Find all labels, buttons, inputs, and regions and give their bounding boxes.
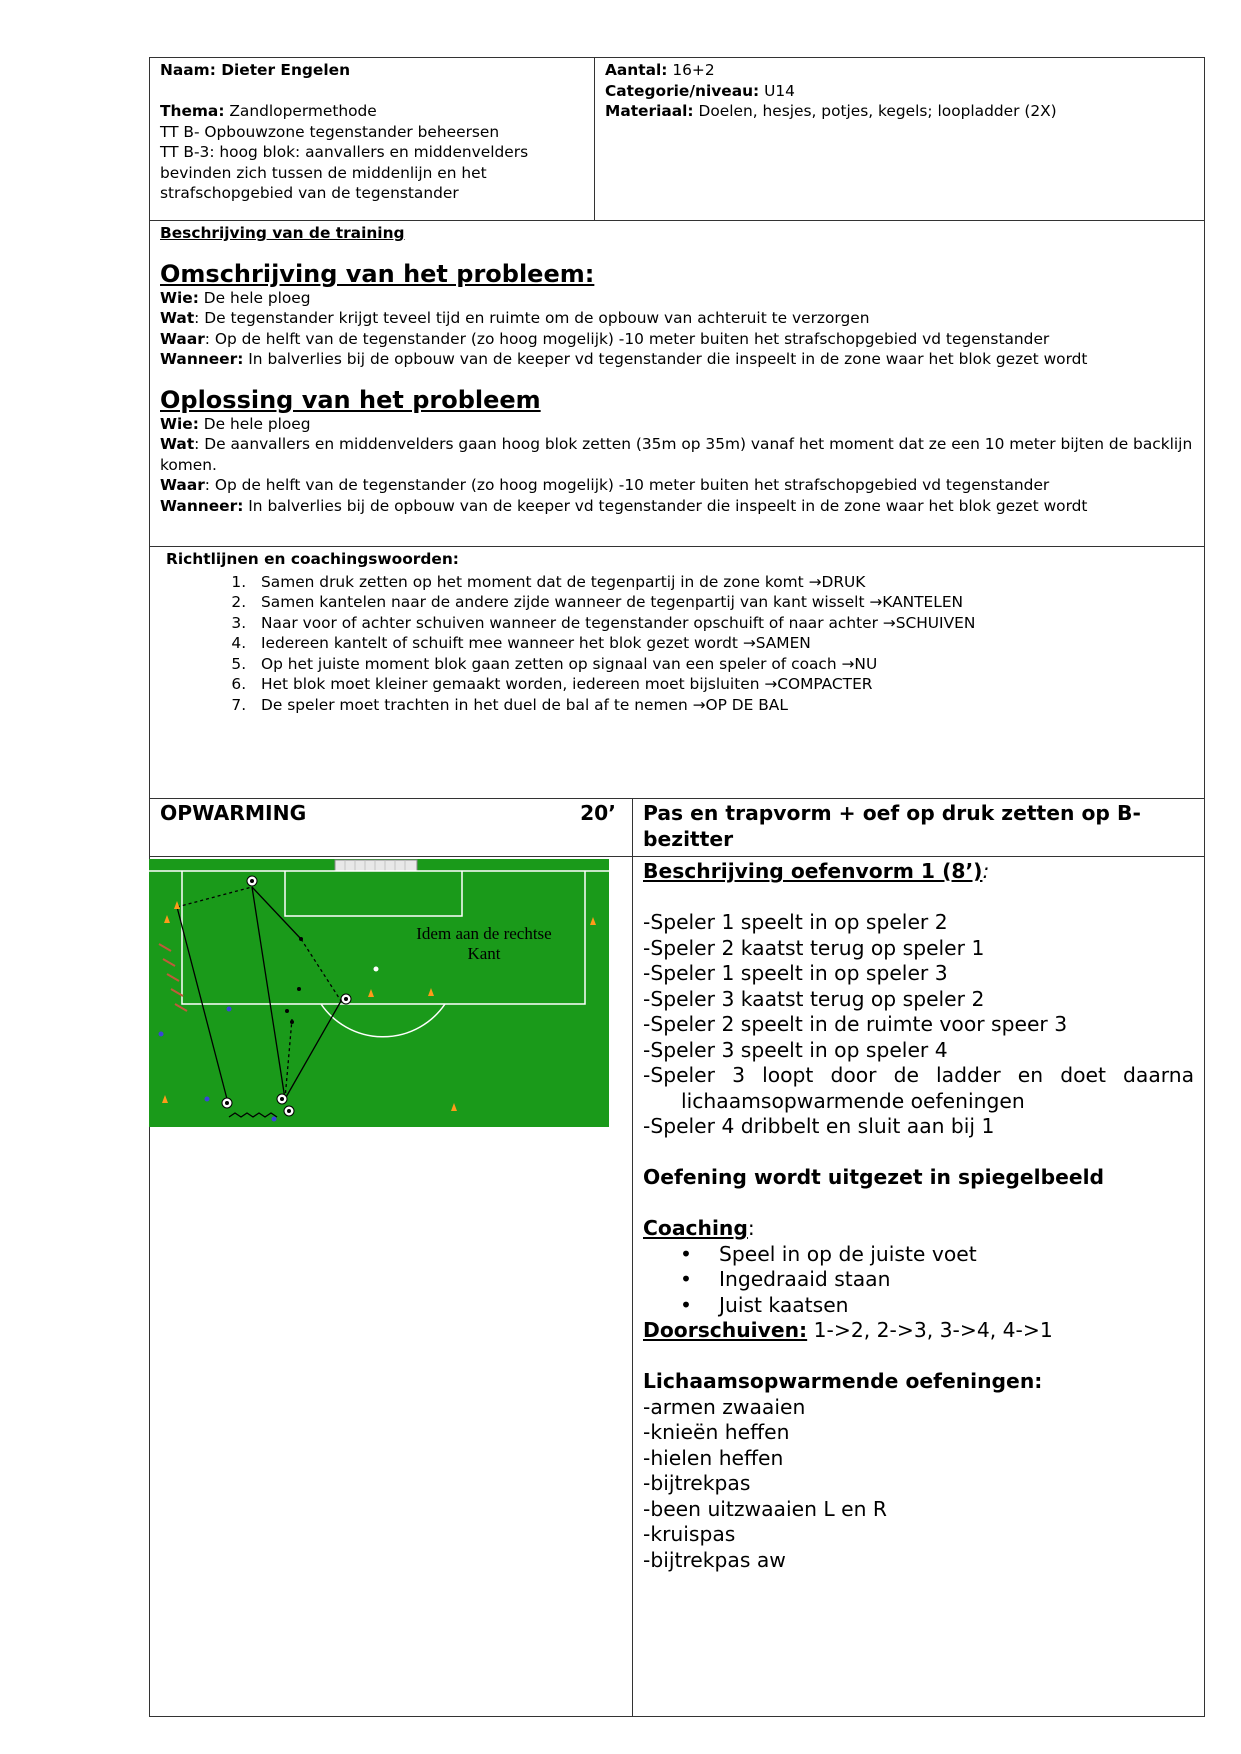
oplossing-item: Wie: De hele ploeg xyxy=(160,414,311,433)
probleem-list xyxy=(160,288,1194,370)
lichaam-item: -armen zwaaien xyxy=(643,1394,806,1419)
coach-name: Naam: Dieter Engelen xyxy=(160,61,351,79)
diagram-text-line2: Kant xyxy=(467,944,501,963)
probleem-item: Wie: De hele ploeg xyxy=(160,288,311,307)
player-icon xyxy=(222,1098,232,1108)
oplossing-list xyxy=(160,414,1194,517)
richtlijn-item: 5. Op het juiste moment blok gaan zetten op signaal van een speler of coach →NU xyxy=(251,654,1194,675)
richtlijnen-cell xyxy=(150,547,1205,799)
probleem-title: Omschrijving van het probleem: xyxy=(160,259,595,288)
steps-list xyxy=(643,910,1194,1140)
beschrijving-cell xyxy=(150,221,1205,547)
exercise-field-diagram xyxy=(149,859,609,1127)
richtlijn-item: 3. Naar voor of achter schuiven wanneer de tegenstander opschuift of naar achter →SCHUIVEN xyxy=(251,613,1194,634)
oefenvorm-title-line: Beschrijving oefenvorm 1 (8’): xyxy=(643,859,990,883)
spiegel-note: Oefening wordt uitgezet in spiegelbeeld xyxy=(643,1165,1105,1189)
training-sheet xyxy=(149,57,1204,1717)
coaching-list xyxy=(643,1242,1194,1319)
step-item: -Speler 1 speelt in op speler 2 xyxy=(643,910,948,934)
player-icon xyxy=(284,1106,294,1116)
richtlijn-item: 2. Samen kantelen naar de andere zijde wanneer de tegenpartij van kant wisselt →KANTELEN xyxy=(251,592,1194,613)
materiaal-line: Materiaal: Doelen, hesjes, potjes, kegels; loopladder (2X) xyxy=(605,102,1057,120)
step-item: -Speler 3 loopt door de ladder en doet daarna lichaamsopwarmende oefeningen xyxy=(643,1063,1195,1113)
diagram-cell xyxy=(150,857,633,1717)
oplossing-title: Oplossing van het probleem xyxy=(160,385,541,414)
step-item: -Speler 4 dribbelt en sluit aan bij 1 xyxy=(643,1114,995,1138)
coaching-item: • Speel in op de juiste voet xyxy=(719,1242,1194,1268)
probleem-item: Waar: Op de helft van de tegenstander (zo hoog mogelijk) -10 meter buiten het strafschopgebied vd tegenstander xyxy=(160,329,1050,348)
oplossing-item: Wat: De aanvallers en middenvelders gaan hoog blok zetten (35m op 35m) vanaf het moment dat ze een 10 meter bijten de backlijn komen. xyxy=(160,435,1193,474)
step-item: -Speler 3 speelt in op speler 4 xyxy=(643,1037,948,1062)
lichaam-list xyxy=(643,1395,1194,1574)
opwarming-title: Pas en trapvorm + oef op druk zetten op B-bezitter xyxy=(633,799,1205,857)
step-item: -Speler 1 speelt in op speler 3 xyxy=(643,961,948,985)
player-icon xyxy=(247,876,257,886)
header-right-cell xyxy=(595,58,1205,221)
probleem-item: Wat: De tegenstander krijgt teveel tijd en ruimte om de opbouw van achteruit te verzorgen xyxy=(160,309,870,327)
opwarming-label-cell xyxy=(150,799,633,857)
lichaam-item: -hielen heffen xyxy=(643,1445,784,1470)
opwarming-label: OPWARMING xyxy=(160,801,307,825)
lichaam-item: -kruispas xyxy=(643,1522,736,1546)
player-icon xyxy=(277,1094,287,1104)
step-item: -Speler 3 kaatst terug op speler 2 xyxy=(643,986,985,1011)
oplossing-item: Waar: Op de helft van de tegenstander (zo hoog mogelijk) -10 meter buiten het strafschopgebied vd tegenstander xyxy=(160,476,1050,494)
coaching-item: • Ingedraaid staan xyxy=(719,1267,1194,1293)
thema-line: Thema: Zandlopermethode xyxy=(160,102,377,120)
penalty-spot xyxy=(374,967,379,972)
coaching-item: • Juist kaatsen xyxy=(719,1293,1194,1319)
header-left-cell xyxy=(150,58,595,221)
lichaam-item: -bijtrekpas aw xyxy=(643,1547,786,1572)
step-item: -Speler 2 speelt in de ruimte voor speer 3 xyxy=(643,1012,1068,1036)
lichaam-item: -been uitzwaaien L en R xyxy=(643,1496,888,1521)
oplossing-item: Wanneer: In balverlies bij de opbouw van de keeper vd tegenstander die inspeelt in de zone waar het blok gezet wordt xyxy=(160,496,1088,515)
training-table xyxy=(149,57,1205,1717)
lichaam-item: -bijtrekpas xyxy=(643,1471,751,1495)
richtlijnen-title: Richtlijnen en coachingswoorden: xyxy=(166,550,459,568)
lichaam-title: Lichaamsopwarmende oefeningen: xyxy=(643,1369,1043,1393)
categorie-line: Categorie/niveau: U14 xyxy=(605,81,795,100)
coaching-title-line: Coaching: xyxy=(643,1216,755,1240)
player-icon xyxy=(341,994,351,1004)
aantal-line: Aantal: 16+2 xyxy=(605,61,715,79)
opwarming-duration: 20’ xyxy=(580,801,616,825)
tt-b: TT B- Opbouwzone tegenstander beheersen xyxy=(160,122,500,141)
tt-b3: TT B-3: hoog blok: aanvallers en middenvelders bevinden zich tussen de middenlijn en het strafschopgebied van de tegenstander xyxy=(160,143,529,202)
probleem-item: Wanneer: In balverlies bij de opbouw van de keeper vd tegenstander die inspeelt in de zone waar het blok gezet wordt xyxy=(160,350,1088,368)
beschrijving-title: Beschrijving van de training xyxy=(160,224,405,242)
pitch xyxy=(149,859,609,1127)
richtlijn-item: 1. Samen druk zetten op het moment dat de tegenpartij in de zone komt →DRUK xyxy=(251,572,1194,593)
lichaam-item: -knieën heffen xyxy=(643,1420,790,1444)
step-item: -Speler 2 kaatst terug op speler 1 xyxy=(643,935,985,960)
richtlijn-item: 6. Het blok moet kleiner gemaakt worden, iedereen moet bijsluiten →COMPACTER xyxy=(251,674,1194,695)
description-cell xyxy=(633,857,1205,1717)
richtlijn-item: 7. De speler moet trachten in het duel de bal af te nemen →OP DE BAL xyxy=(251,695,1194,716)
doorschuiven-line: Doorschuiven: 1->2, 2->3, 3->4, 4->1 xyxy=(643,1318,1053,1342)
richtlijn-item: 4. Iedereen kantelt of schuift mee wanneer het blok gezet wordt →SAMEN xyxy=(251,633,1194,654)
richtlijnen-list xyxy=(166,572,1194,716)
diagram-text-line1: Idem aan de rechtse xyxy=(416,924,552,943)
